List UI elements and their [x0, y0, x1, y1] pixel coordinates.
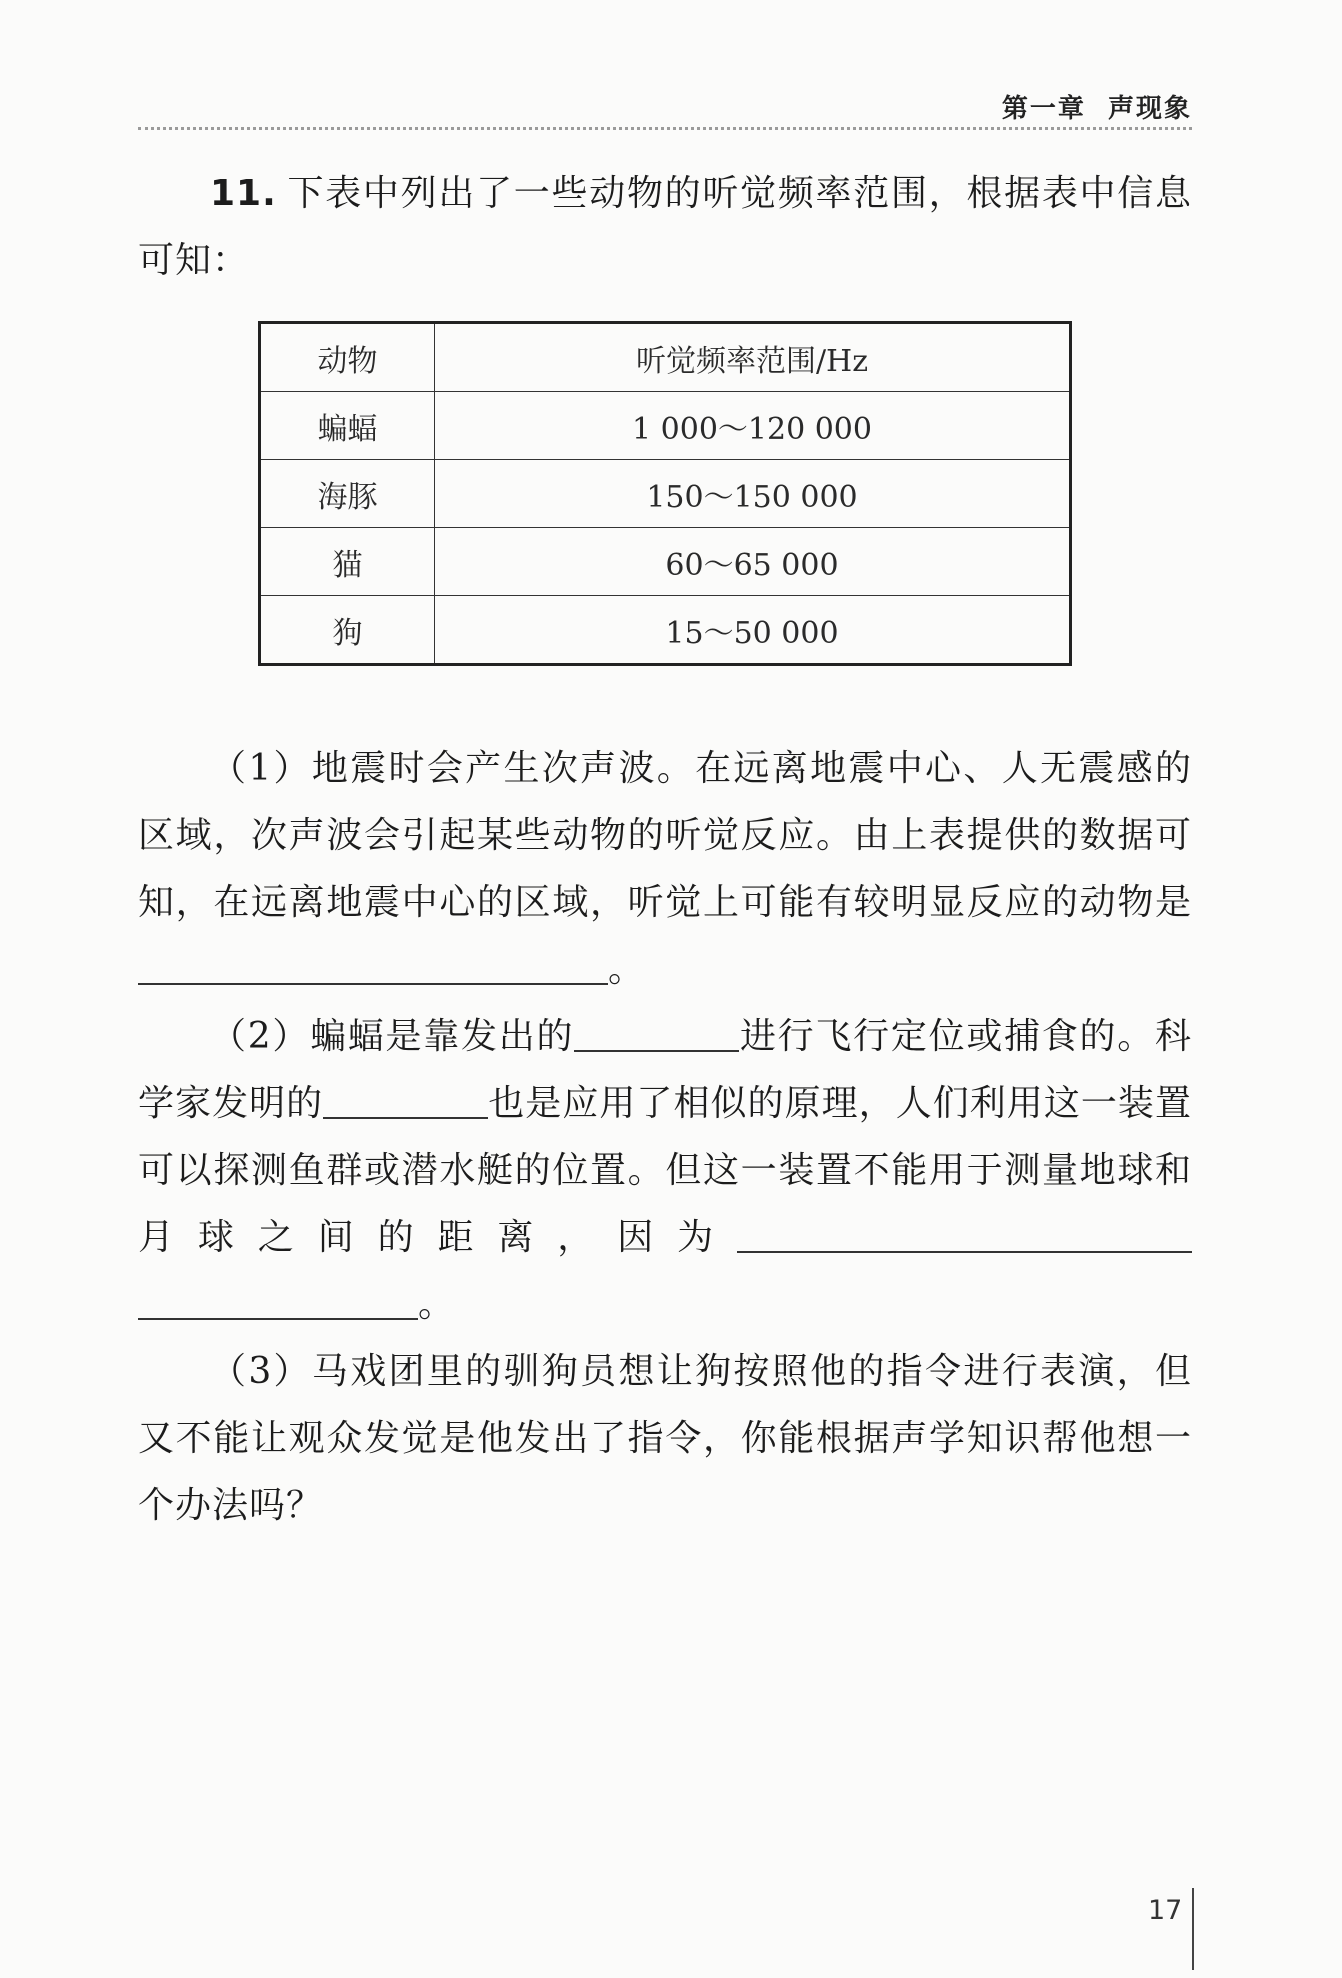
table-cell-range: 15～50 000 — [435, 596, 1071, 665]
question-intro-text: 下表中列出了一些动物的听觉频率范围，根据表中信息可知： — [138, 173, 1192, 281]
answer-blank-4-continued[interactable] — [138, 1278, 418, 1320]
sub-question-2-text-c: 也是应用了相似的原理，人们利用这一装置可以探测鱼群或潜水艇的位置。但这一装置不能用于测量地球和月球之间的距离，因为 — [138, 1083, 1192, 1258]
table-header-cell: 听觉频率范围/Hz — [435, 323, 1071, 392]
answer-blank-4[interactable] — [737, 1211, 1192, 1253]
header-dotted-rule — [138, 127, 1192, 130]
table-row — [260, 528, 1071, 596]
table-cell-animal: 猫 — [260, 528, 435, 596]
table-cell-animal: 蝙蝠 — [260, 392, 435, 460]
question-number: 11. — [210, 173, 277, 214]
table-row — [260, 460, 1071, 528]
page-number: 17 — [1148, 1895, 1183, 1926]
question-content — [138, 160, 1192, 294]
table-cell-range: 60～65 000 — [435, 528, 1071, 596]
answer-blank-1[interactable] — [138, 943, 608, 985]
table-cell-animal: 狗 — [260, 596, 435, 665]
sub-question-2 — [138, 1003, 1192, 1338]
sub-question-3 — [138, 1338, 1192, 1539]
sub-question-1-text: （1）地震时会产生次声波。在远离地震中心、人无震感的区域，次声波会引起某些动物的听觉反应。由上表提供的数据可知，在远离地震中心的区域，听觉上可能有较明显反应的动物是 — [138, 748, 1192, 923]
table-cell-range: 150～150 000 — [435, 460, 1071, 528]
answer-blank-2[interactable] — [574, 1010, 739, 1052]
sub-question-2-text-a: （2）蝙蝠是靠发出的 — [210, 1016, 575, 1057]
sub-question-1 — [138, 735, 1192, 1003]
page-number-bar — [1192, 1888, 1194, 1970]
sub-question-2-text-b: 进行飞行定位或捕食的。科学家发明的 — [138, 1016, 1192, 1124]
table-cell-animal: 海豚 — [260, 460, 435, 528]
table-row — [260, 392, 1071, 460]
sub-questions — [138, 735, 1192, 1539]
period: 。 — [608, 949, 646, 990]
sub-question-3-text: （3）马戏团里的驯狗员想让狗按照他的指令进行表演，但又不能让观众发觉是他发出了指令，你能根据声学知识帮他想一个办法吗？ — [138, 1351, 1192, 1526]
hearing-frequency-table — [258, 321, 1072, 666]
question-intro — [138, 160, 1192, 294]
period: 。 — [418, 1284, 456, 1325]
table-header-cell: 动物 — [260, 323, 435, 392]
answer-blank-3[interactable] — [323, 1077, 488, 1119]
table-cell-range: 1 000～120 000 — [435, 392, 1071, 460]
page-header — [138, 86, 1192, 126]
chapter-title: 第一章 声现象 — [1001, 94, 1192, 124]
table-header-row — [260, 323, 1071, 392]
table-row — [260, 596, 1071, 665]
